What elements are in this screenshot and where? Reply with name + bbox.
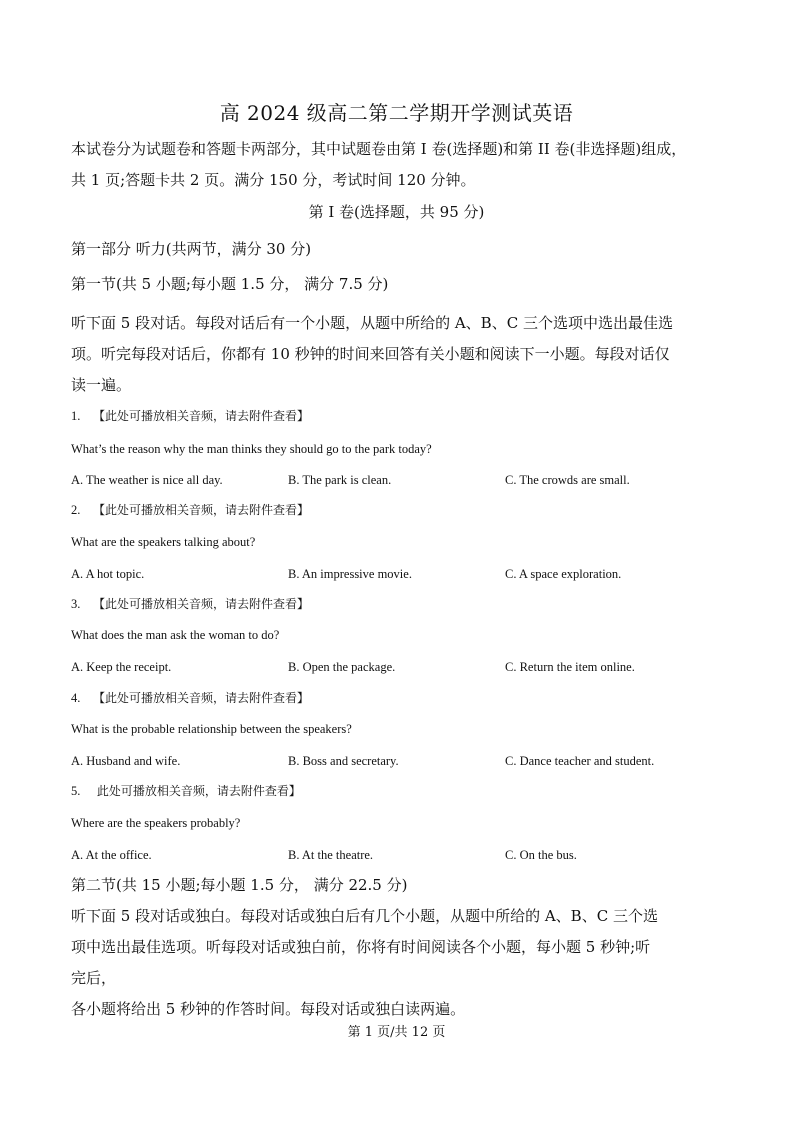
- audio-placeholder[interactable]: 【此处可播放相关音频，请去附件查看】: [93, 691, 310, 705]
- instruction-line: 项。听完每段对话后，你都有 10 秒钟的时间来回答有关小题和阅读下一小题。每段对话仅: [71, 345, 670, 363]
- question-5-option-b[interactable]: B. At the theatre.: [288, 848, 374, 862]
- question-4-option-a[interactable]: A. Husband and wife.: [71, 754, 181, 768]
- section1-instructions: [71, 308, 723, 401]
- question-5-audio[interactable]: [71, 782, 301, 800]
- intro-line: 本试卷分为试题卷和答题卡两部分，其中试题卷由第 I 卷(选择题)和第 II 卷(非选择题)组成，: [71, 140, 687, 158]
- instruction-line: 项中选出最佳选项。听每段对话或独白前，你将有时间阅读各个小题，每小题 5 秒钟;听: [71, 938, 651, 956]
- question-3-stem: What does the man ask the woman to do?: [71, 628, 280, 642]
- question-5-option-a[interactable]: A. At the office.: [71, 848, 152, 862]
- question-1-option-a[interactable]: A. The weather is nice all day.: [71, 473, 223, 487]
- question-2-stem: What are the speakers talking about?: [71, 535, 256, 549]
- intro-paragraph: [71, 134, 723, 196]
- question-3-option-a[interactable]: A. Keep the receipt.: [71, 660, 172, 674]
- question-5-stem: Where are the speakers probably?: [71, 816, 241, 830]
- question-4-audio[interactable]: [71, 689, 309, 707]
- question-2-audio[interactable]: [71, 501, 309, 519]
- question-number: 5.: [71, 784, 81, 798]
- instruction-line: 各小题将给出 5 秒钟的作答时间。每段对话或独白读两遍。: [71, 1000, 466, 1018]
- question-number: 2.: [71, 503, 81, 517]
- instruction-line: 听下面 5 段对话。每段对话后有一个小题，从题中所给的 A、B、C 三个选项中选出最佳选: [71, 314, 673, 332]
- question-number: 4.: [71, 691, 81, 705]
- audio-placeholder[interactable]: 此处可播放相关音频，请去附件查看】: [93, 784, 301, 798]
- question-2-option-c[interactable]: C. A space exploration.: [505, 567, 622, 581]
- audio-placeholder[interactable]: 【此处可播放相关音频，请去附件查看】: [93, 503, 310, 517]
- question-1-option-b[interactable]: B. The park is clean.: [288, 473, 392, 487]
- question-1-option-c[interactable]: C. The crowds are small.: [505, 473, 630, 487]
- instruction-line: 读一遍。: [71, 376, 132, 394]
- question-5-option-c[interactable]: C. On the bus.: [505, 848, 577, 862]
- instruction-line: 听下面 5 段对话或独白。每段对话或独白后有几个小题，从题中所给的 A、B、C 三个选: [71, 907, 658, 925]
- question-4-option-b[interactable]: B. Boss and secretary.: [288, 754, 399, 768]
- page-title: 高 2024 级高二第二学期开学测试英语: [219, 101, 574, 125]
- question-2-option-b[interactable]: B. An impressive movie.: [288, 567, 412, 581]
- question-4-stem: What is the probable relationship between the speakers?: [71, 722, 352, 736]
- intro-line: 共 1 页;答题卡共 2 页。满分 150 分，考试时间 120 分钟。: [71, 171, 476, 189]
- question-number: 1.: [71, 409, 81, 423]
- question-1-audio[interactable]: [71, 407, 309, 425]
- part1-heading: 第一部分 听力(共两节，满分 30 分): [71, 240, 312, 258]
- question-3-audio[interactable]: [71, 595, 309, 613]
- question-3-option-c[interactable]: C. Return the item online.: [505, 660, 635, 674]
- section2-heading: 第二节(共 15 小题;每小题 1.5 分， 满分 22.5 分): [71, 876, 408, 894]
- audio-placeholder[interactable]: 【此处可播放相关音频，请去附件查看】: [93, 597, 310, 611]
- instruction-line: 完后，: [71, 969, 117, 987]
- question-2-option-a[interactable]: A. A hot topic.: [71, 567, 145, 581]
- audio-placeholder[interactable]: 【此处可播放相关音频，请去附件查看】: [93, 409, 310, 423]
- volume-heading: 第 I 卷(选择题，共 95 分): [308, 203, 485, 221]
- section1-heading: 第一节(共 5 小题;每小题 1.5 分， 满分 7.5 分): [71, 275, 389, 293]
- section2-instructions: [71, 901, 723, 1025]
- question-number: 3.: [71, 597, 81, 611]
- question-4-option-c[interactable]: C. Dance teacher and student.: [505, 754, 655, 768]
- page-footer: 第 1 页/共 12 页: [347, 1025, 446, 1040]
- question-1-stem: What’s the reason why the man thinks they should go to the park today?: [71, 442, 432, 456]
- question-3-option-b[interactable]: B. Open the package.: [288, 660, 396, 674]
